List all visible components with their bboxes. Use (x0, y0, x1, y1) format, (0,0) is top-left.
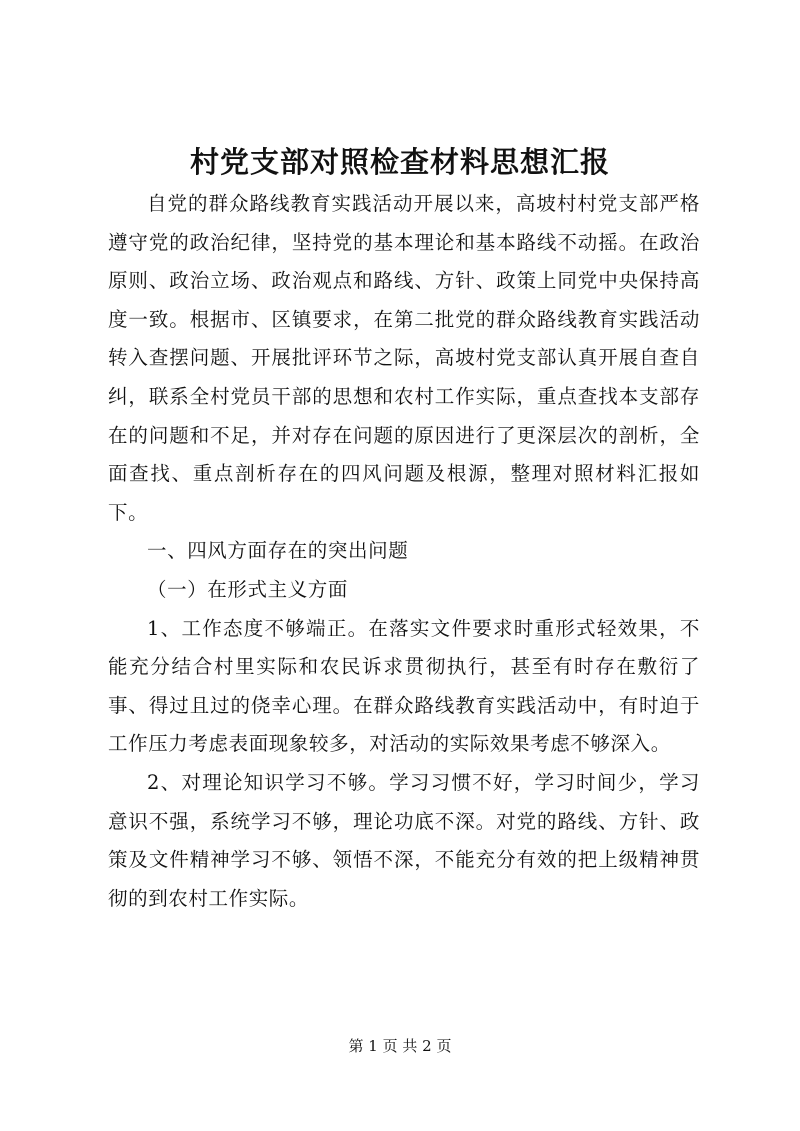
item-paragraph-theory-study: 2、对理论知识学习不够。学习习惯不好，学习时间少，学习意识不强，系统学习不够，理论功底不深。对党的路线、方针、政策及文件精神学习不够、领悟不深，不能充分有效的把上级精神贯彻的到农村工作实际。 (108, 770, 700, 910)
subsection-heading-formalism: （一）在形式主义方面 (147, 577, 349, 601)
document-title: 村党支部对照检查材料思想汇报 (189, 145, 610, 179)
page-number-footer: 第 1 页 共 2 页 (348, 1037, 452, 1055)
document-body (108, 185, 700, 918)
item-paragraph-work-attitude: 1、工作态度不够端正。在落实文件要求时重形式轻效果，不能充分结合村里实际和农民诉求贯彻执行，甚至有时存在敷衍了事、得过且过的侥幸心理。在群众路线教育实践活动中，有时迫于工作压力考虑表面现象较多，对活动的实际效果考虑不够深入。 (108, 616, 700, 756)
section-heading-four-winds: 一、四风方面存在的突出问题 (147, 539, 409, 563)
intro-paragraph: 自党的群众路线教育实践活动开展以来，高坡村村党支部严格遵守党的政治纪律，坚持党的基本理论和基本路线不动摇。在政治原则、政治立场、政治观点和路线、方针、政策上同党中央保持高度一致。根据市、区镇要求，在第二批党的群众路线教育实践活动转入查摆问题、开展批评环节之际，高坡村党支部认真开展自查自纠，联系全村党员干部的思想和农村工作实际，重点查找本支部存在的问题和不足，并对存在问题的原因进行了更深层次的剖析，全面查找、重点剖析存在的四风问题及根源，整理对照材料汇报如下。 (108, 192, 700, 524)
